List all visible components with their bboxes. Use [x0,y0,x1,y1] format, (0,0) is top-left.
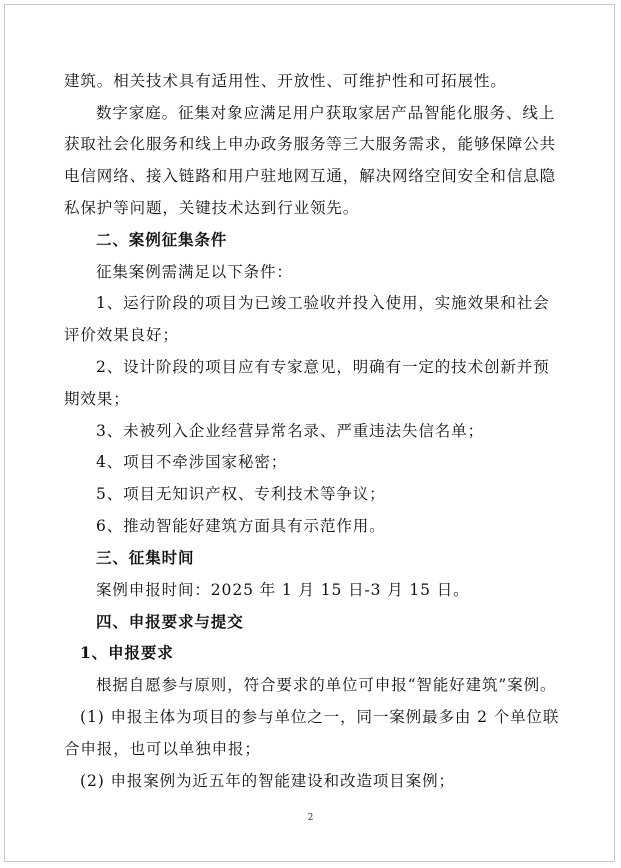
paragraph-line-5: 私保护等问题，关键技术达到行业领先。 [64,199,360,217]
subsection-heading-1: 1、申报要求 [80,643,174,662]
requirement-item-1-cont: 合申报，也可以单独申报； [64,740,261,758]
condition-item-1-cont: 评价效果良好； [64,326,179,344]
condition-item-5: 5、项目无知识产权、专利技术等争议； [96,485,386,503]
collection-time: 案例申报时间：2025 年 1 月 15 日-3 月 15 日。 [96,581,470,599]
paragraph-line-2: 数字家庭。征集对象应满足用户获取家居产品智能化服务、线上 [96,104,556,122]
section-heading-4: 四、申报要求与提交 [96,612,244,631]
condition-item-4: 4、项目不牵涉国家秘密； [96,453,288,471]
requirement-item-1: (1) 申报主体为项目的参与单位之一，同一案例最多由 2 个单位联 [80,708,560,726]
section-heading-3: 三、征集时间 [96,548,195,567]
paragraph-line-4: 电信网络、接入链路和用户驻地网互通，解决网络空间安全和信息隐 [64,167,557,185]
document-page [4,4,615,862]
paragraph-line-7: 征集案例需满足以下条件： [96,263,293,281]
condition-item-3: 3、未被列入企业经营异常名录、严重违法失信名单； [96,422,484,440]
paragraph-requirements: 根据自愿参与原则，符合要求的单位可申报“智能好建筑”案例。 [96,676,557,694]
condition-item-2: 2、设计阶段的项目应有专家意见，明确有一定的技术创新并预 [96,358,550,376]
condition-item-6: 6、推动智能好建筑方面具有示范作用。 [96,517,386,535]
page-number: 2 [307,813,314,823]
requirement-item-2: (2) 申报案例为近五年的智能建设和改造项目案例； [80,772,455,790]
condition-item-2-cont: 期效果； [64,390,130,408]
condition-item-1: 1、运行阶段的项目为已竣工验收并投入使用，实施效果和社会 [96,294,550,312]
paragraph-line-1: 建筑。相关技术具有适用性、开放性、可维护性和可拓展性。 [64,72,507,90]
paragraph-line-3: 获取社会化服务和线上申办政务服务等三大服务需求，能够保障公共 [64,135,557,153]
section-heading-2: 二、案例征集条件 [96,230,228,249]
